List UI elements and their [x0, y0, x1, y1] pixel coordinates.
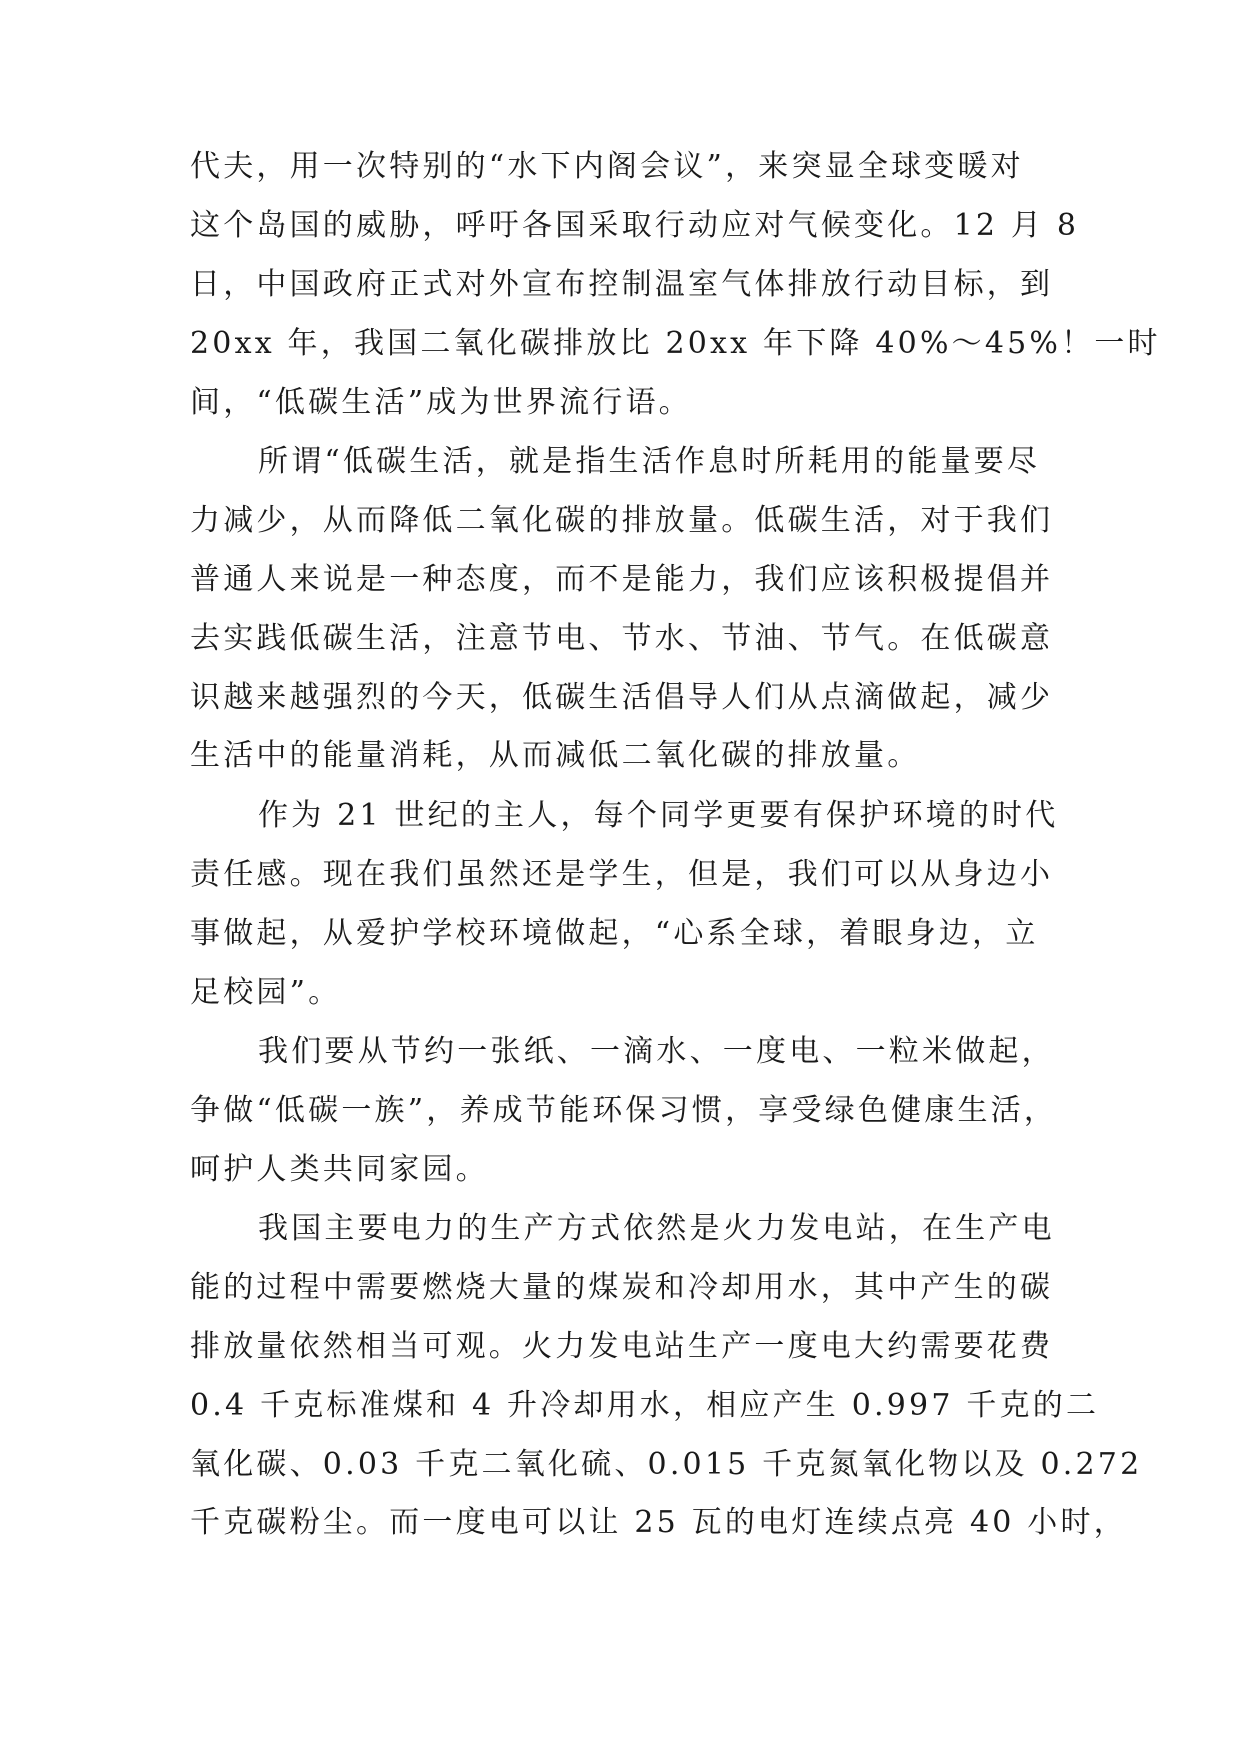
text-line: 能的过程中需要燃烧大量的煤炭和冷却用水，其中产生的碳 — [190, 1269, 1054, 1305]
text-line: 我们要从节约一张纸、一滴水、一度电、一粒米做起， — [258, 1034, 1055, 1069]
text-line: 去实践低碳生活，注意节电、节水、节油、节气。在低碳意 — [190, 620, 1054, 656]
text-line: 事做起，从爱护学校环境做起，“心系全球，着眼身边，立 — [190, 915, 1039, 951]
text-line: 呵护人类共同家园。 — [190, 1151, 489, 1187]
paragraph-3 — [190, 787, 1070, 1023]
text-line: 0.4 千克标准煤和 4 升冷却用水，相应产生 0.997 千克的二 — [190, 1387, 1100, 1423]
text-line: 排放量依然相当可观。火力发电站生产一度电大约需要花费 — [190, 1328, 1054, 1364]
text-line: 力减少，从而降低二氧化碳的排放量。低碳生活，对于我们 — [190, 502, 1054, 538]
paragraph-5 — [190, 1200, 1143, 1553]
text-line: 千克碳粉尘。而一度电可以让 25 瓦的电灯连续点亮 40 小时， — [190, 1505, 1127, 1541]
text-line: 我国主要电力的生产方式依然是火力发电站，在生产电 — [258, 1211, 1055, 1246]
text-line: 足校园”。 — [190, 974, 342, 1010]
paragraph-4 — [190, 1023, 1070, 1200]
text-line: 这个岛国的威胁，呼吁各国采取行动应对气候变化。12 月 8 — [190, 207, 1080, 243]
text-line: 责任感。现在我们虽然还是学生，但是，我们可以从身边小 — [190, 856, 1054, 892]
text-line: 所谓“低碳生活，就是指生活作息时所耗用的能量要尽 — [258, 444, 1041, 479]
text-line: 生活中的能量消耗，从而减低二氧化碳的排放量。 — [190, 738, 921, 774]
text-line: 日，中国政府正式对外宣布控制温室气体排放行动目标，到 — [190, 266, 1054, 302]
text-line: 间，“低碳生活”成为世界流行语。 — [190, 384, 692, 420]
paragraph-1 — [190, 138, 1161, 432]
text-line: 20xx 年，我国二氧化碳排放比 20xx 年下降 40%～45%！一时 — [190, 325, 1161, 361]
text-line: 氧化碳、0.03 千克二氧化硫、0.015 千克氮氧化物以及 0.272 — [190, 1446, 1143, 1482]
text-line: 识越来越强烈的今天，低碳生活倡导人们从点滴做起，减少 — [190, 679, 1054, 715]
text-line: 作为 21 世纪的主人，每个同学更要有保护环境的时代 — [258, 798, 1059, 833]
text-line: 代夫，用一次特别的“水下内阁会议”，来突显全球变暖对 — [190, 149, 1024, 184]
paragraph-2 — [190, 433, 1070, 786]
text-line: 普通人来说是一种态度，而不是能力，我们应该积极提倡并 — [190, 561, 1054, 597]
text-line: 争做“低碳一族”，养成节能环保习惯，享受绿色健康生活， — [190, 1092, 1058, 1128]
